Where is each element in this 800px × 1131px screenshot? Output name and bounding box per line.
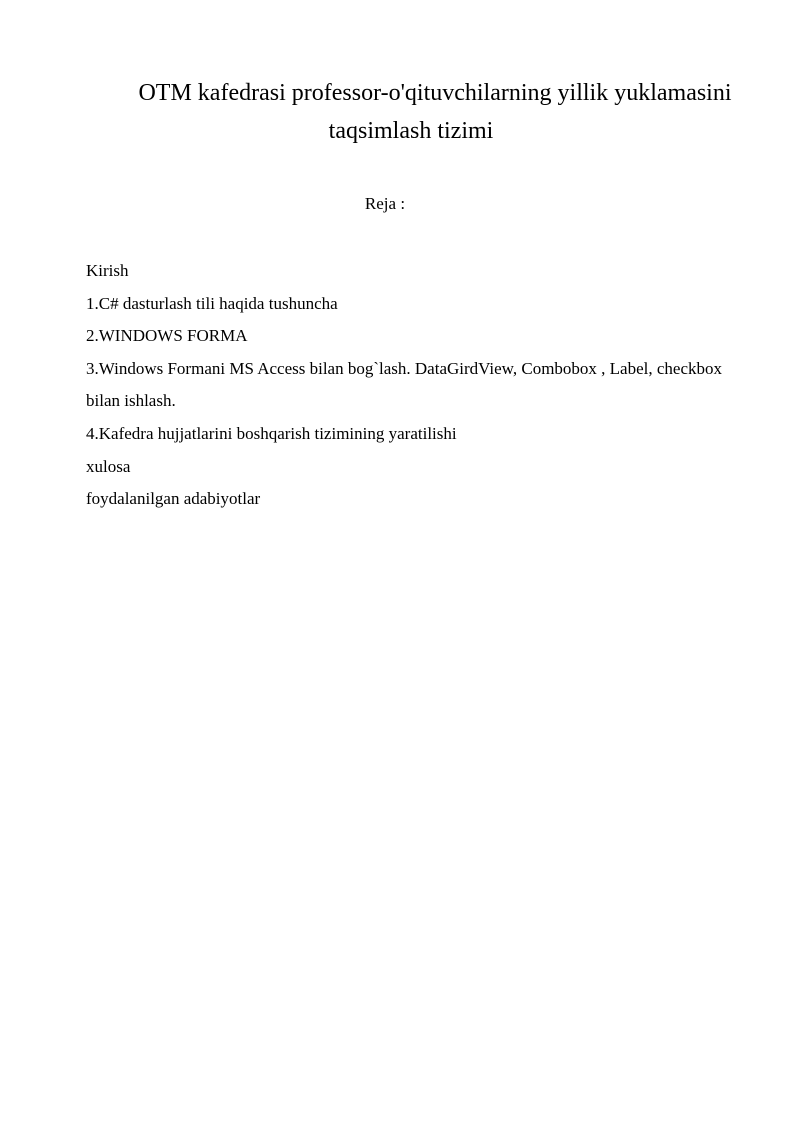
toc-item-introduction: Kirish — [86, 261, 129, 280]
toc-item-2: 2.WINDOWS FORMA — [86, 326, 248, 346]
table-of-contents — [86, 255, 736, 516]
toc-item-1: 1.C# dasturlash tili haqida tushuncha — [86, 293, 338, 313]
plan-heading — [86, 192, 780, 216]
document-title: OTM kafedrasi professor-o'qituvchilarning yillik yuklamasini taqsimlash tizimi — [138, 80, 732, 144]
toc-item-4: 4.Kafedra hujjatlarini boshqarish tizimining yaratilishi — [86, 423, 457, 443]
plan-heading-text: Reja : — [364, 194, 406, 213]
toc-item-references: foydalanilgan adabiyotlar — [86, 489, 261, 509]
toc-item-conclusion: xulosa — [86, 456, 131, 476]
toc-item-3: 3.Windows Formani MS Access bilan bog`lash. DataGirdView, Combobox , Label, checkbox bilan ishlash. — [86, 358, 722, 411]
